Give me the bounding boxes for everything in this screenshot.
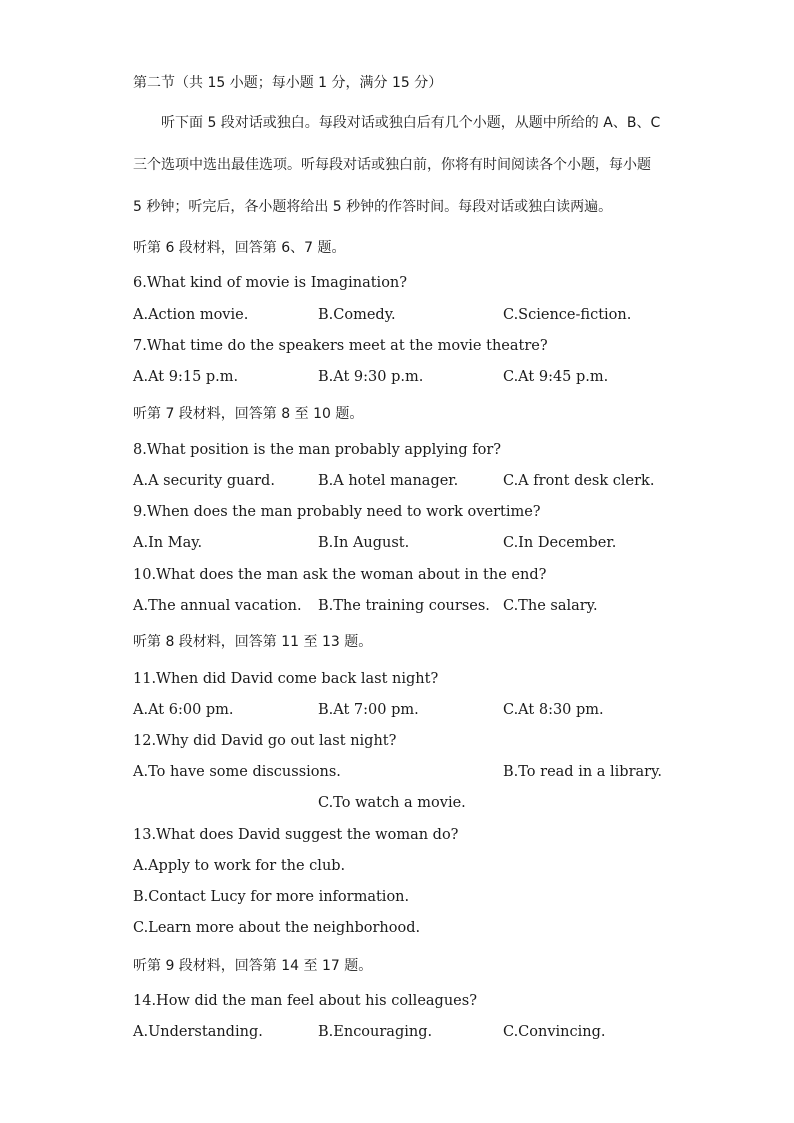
question-stem: 12.Why did David go out last night? <box>133 733 397 749</box>
question-stem: 13.What does David suggest the woman do? <box>133 827 459 843</box>
question-stem: 8.What position is the man probably applying for? <box>133 442 502 458</box>
option-c: C.A front desk clerk. <box>503 473 655 489</box>
option-b: B.At 7:00 pm. <box>318 702 419 718</box>
option-c: C.In December. <box>503 535 617 551</box>
option-b: B.A hotel manager. <box>318 473 459 489</box>
option-b: B.In August. <box>318 535 410 551</box>
section-header: 第二节（共 15 小题；每小题 1 分，满分 15 分） <box>133 75 443 91</box>
option-a: A.Action movie. <box>133 307 249 323</box>
option-c: C.To watch a movie. <box>318 795 466 811</box>
option-b: B.To read in a library. <box>503 764 662 780</box>
question-stem: 7.What time do the speakers meet at the movie theatre? <box>133 338 548 354</box>
instructions-text: 听下面 5 段对话或独白。每段对话或独白后有几个小题，从题中所给的 A、B、C 三个选项中选出最佳选项。听每段对话或独白前，你将有时间阅读各个小题，每小题 5 秒钟；听完后，各小题将给出 5 秒钟的作答时间。每段对话或独白读两遍。 <box>133 115 661 215</box>
option-a: A.To have some discussions. <box>133 764 341 780</box>
option-b: B.Encouraging. <box>318 1024 433 1040</box>
option-b: B.The training courses. <box>318 598 490 614</box>
group-heading: 听第 6 段材料，回答第 6、7 题。 <box>133 240 346 256</box>
option-a: A.Understanding. <box>133 1024 263 1040</box>
option-b: B.Contact Lucy for more information. <box>133 889 410 905</box>
option-a: A.At 6:00 pm. <box>133 702 234 718</box>
group-heading: 听第 8 段材料，回答第 11 至 13 题。 <box>133 634 373 650</box>
question-stem: 14.How did the man feel about his colleagues? <box>133 993 477 1009</box>
option-a: A.At 9:15 p.m. <box>133 369 239 385</box>
instructions-paragraph <box>133 102 663 228</box>
option-c: C.Convincing. <box>503 1024 606 1040</box>
group-heading: 听第 7 段材料，回答第 8 至 10 题。 <box>133 406 364 422</box>
option-a: A.In May. <box>133 535 203 551</box>
option-c: C.Science-fiction. <box>503 307 632 323</box>
option-c: C.At 8:30 pm. <box>503 702 604 718</box>
question-stem: 6.What kind of movie is Imagination? <box>133 275 408 291</box>
question-stem: 10.What does the man ask the woman about in the end? <box>133 567 547 583</box>
option-b: B.Comedy. <box>318 307 396 323</box>
option-b: B.At 9:30 p.m. <box>318 369 424 385</box>
question-stem: 11.When did David come back last night? <box>133 671 439 687</box>
option-a: A.Apply to work for the club. <box>133 858 346 874</box>
question-stem: 9.When does the man probably need to work overtime? <box>133 504 541 520</box>
group-heading: 听第 9 段材料，回答第 14 至 17 题。 <box>133 958 373 974</box>
option-a: A.The annual vacation. <box>133 598 302 614</box>
option-c: C.Learn more about the neighborhood. <box>133 920 421 936</box>
option-a: A.A security guard. <box>133 473 275 489</box>
option-c: C.The salary. <box>503 598 598 614</box>
option-c: C.At 9:45 p.m. <box>503 369 609 385</box>
